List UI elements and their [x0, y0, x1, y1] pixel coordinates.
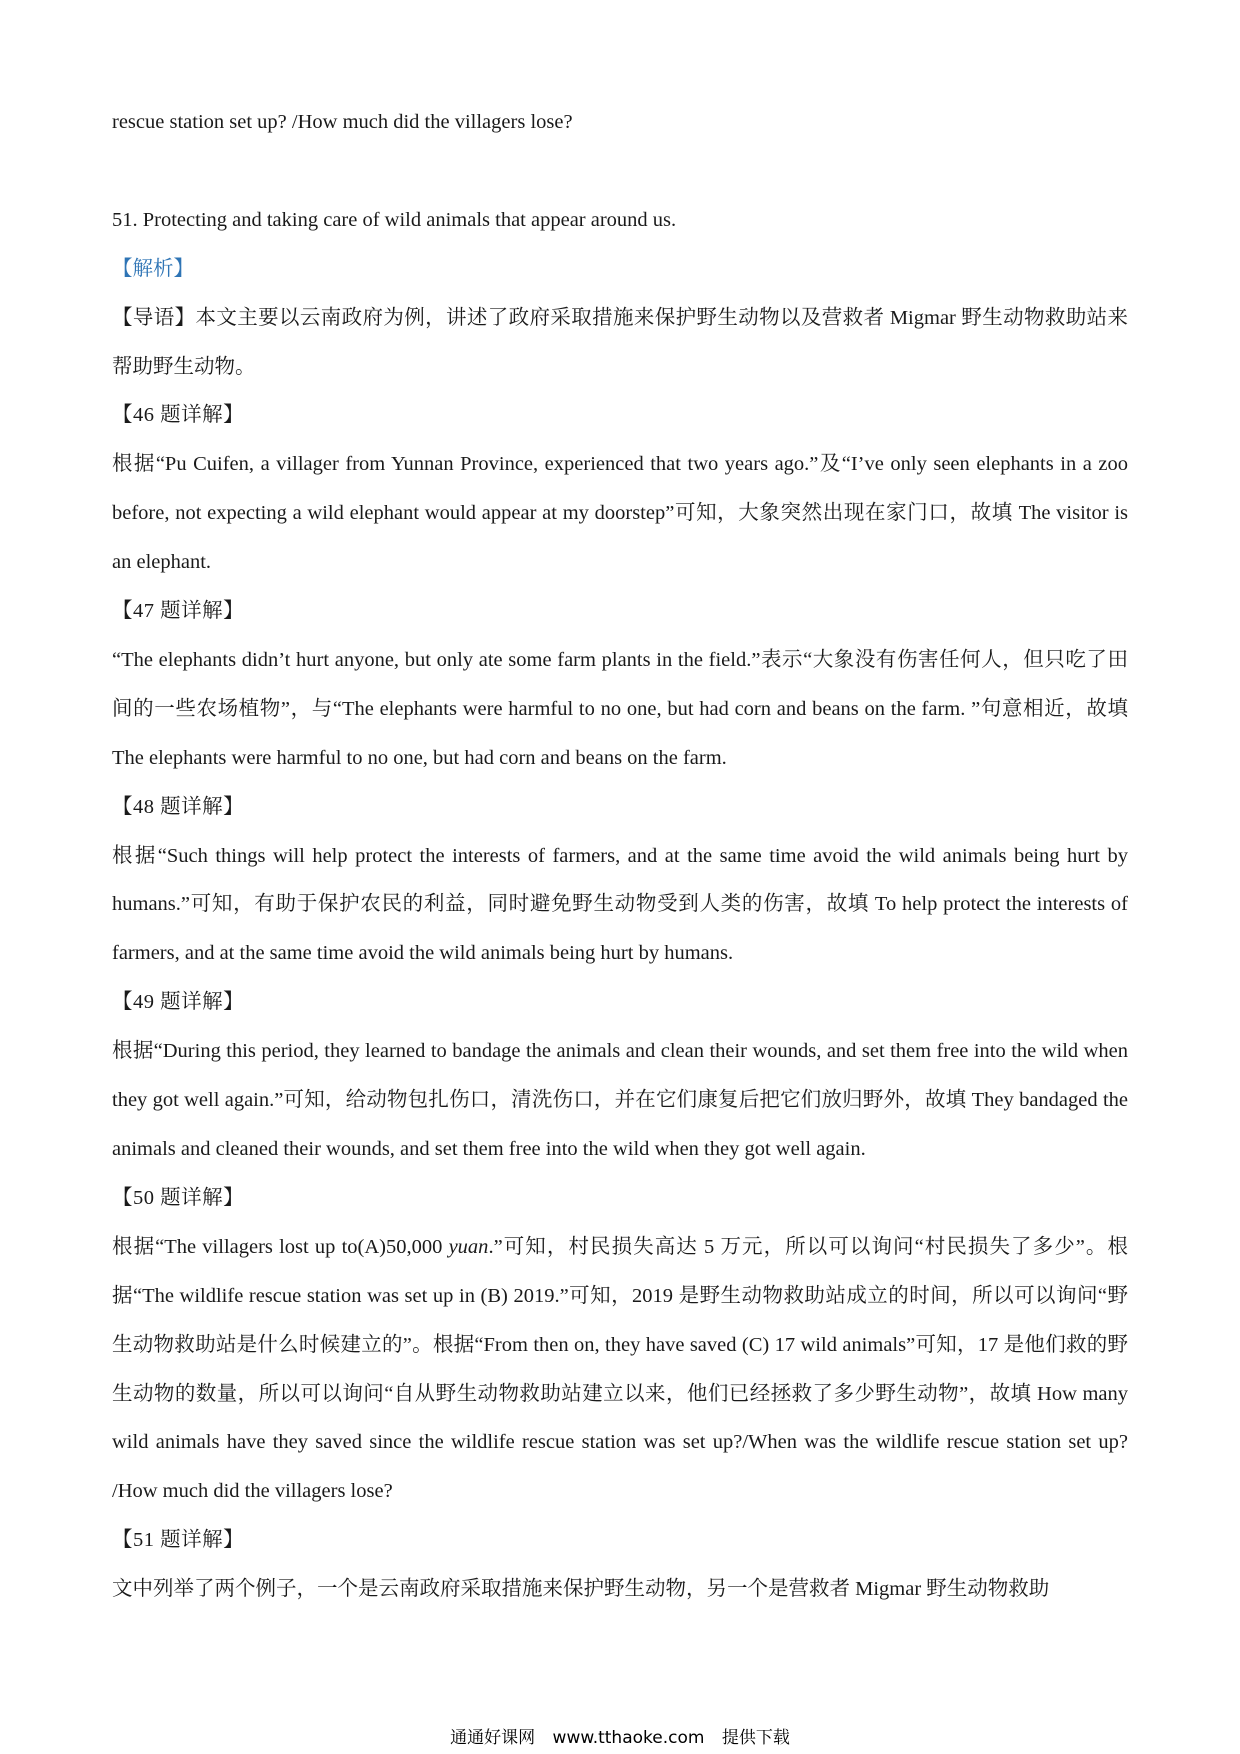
question-46-heading: 【46 题详解】 — [112, 404, 245, 427]
question-51-explanation: 文中列举了两个例子，一个是云南政府采取措施来保护野生动物，另一个是营救者 Migmar 野生动物救助 — [112, 1578, 1050, 1601]
continued-answer-line: rescue station set up? /How much did the villagers lose? — [112, 111, 573, 133]
question-46-explanation: 根据“Pu Cuifen, a villager from Yunnan Province, experienced that two years ago.”及“I’ve only seen elephants in a zoo before, not expecting a wild elephant would appear at my doorstep”可知，大象突然出现在家门口，故填 The visitor is an elephant. — [112, 453, 1128, 574]
document-body — [112, 98, 1128, 1614]
yuan-italic: yuan — [448, 1235, 489, 1258]
jiexi-heading: 【解析】 — [112, 257, 194, 280]
question-47-heading: 【47 题详解】 — [112, 600, 245, 623]
question-51-heading: 【51 题详解】 — [112, 1529, 245, 1552]
question-48-heading: 【48 题详解】 — [112, 795, 245, 818]
question-48-explanation: 根据“Such things will help protect the interests of farmers, and at the same time avoid the wild animals being hurt by humans.”可知，有助于保护农民的利益，同时避免野生动物受到人类的伤害，故填 To help protect the interests of farmers, and at the same time avoid the wild animals being hurt by humans. — [112, 844, 1128, 965]
page-footer — [0, 1726, 1240, 1750]
footer-site-name: 通通好课网 — [450, 1728, 536, 1748]
question-50-text-rest: .”可知，村民损失高达 5 万元，所以可以询问“村民损失了多少”。根据“The wildlife rescue station was set up in (B) 2019.”可知，2019 是野生动物救助站成立的时间，所以可以询问“野生动物救助站是什么时候建立的”。根据“From then on, they have saved (C) 17 wild animals”可知，17 是他们救的野生动物的数量，所以可以询问“自从野生动物救助站建立以来，他们已经拯救了多少野生动物”，故填 How many wild animals have they saved since the wildlife rescue station was set up?/When was the wildlife rescue station set up? /How much did the villagers lose? — [112, 1235, 1128, 1503]
footer-url[interactable]: www.tthaoke.com — [552, 1728, 705, 1748]
question-47-explanation: “The elephants didn’t hurt anyone, but only ate some farm plants in the field.”表示“大象没有伤害任何人，但只吃了田间的一些农场植物”，与“The elephants were harmful to no one, but had corn and beans on the farm. ”句意相近，故填 The elephants were harmful to no one, but had corn and beans on the farm. — [112, 648, 1128, 769]
question-50-text-start: 根据“The villagers lost up to(A)50,000 — [112, 1235, 449, 1258]
question-49-heading: 【49 题详解】 — [112, 991, 245, 1014]
question-49-explanation: 根据“During this period, they learned to bandage the animals and clean their wounds, and set them free into the wild when they got well again.”可知，给动物包扎伤口，清洗伤口，并在它们康复后把它们放归野外，故填 They bandaged the animals and cleaned their wounds, and set them free into the wild when they got well again. — [112, 1040, 1128, 1161]
blank-line — [112, 147, 1128, 196]
question-50-explanation — [112, 1223, 1128, 1516]
daoyu-paragraph: 【导语】本文主要以云南政府为例，讲述了政府采取措施来保护野生动物以及营救者 Migmar 野生动物救助站来帮助野生动物。 — [112, 306, 1128, 378]
footer-download-text: 提供下载 — [721, 1728, 790, 1748]
answer-51: 51. Protecting and taking care of wild animals that appear around us. — [112, 208, 677, 231]
question-50-heading: 【50 题详解】 — [112, 1186, 245, 1209]
